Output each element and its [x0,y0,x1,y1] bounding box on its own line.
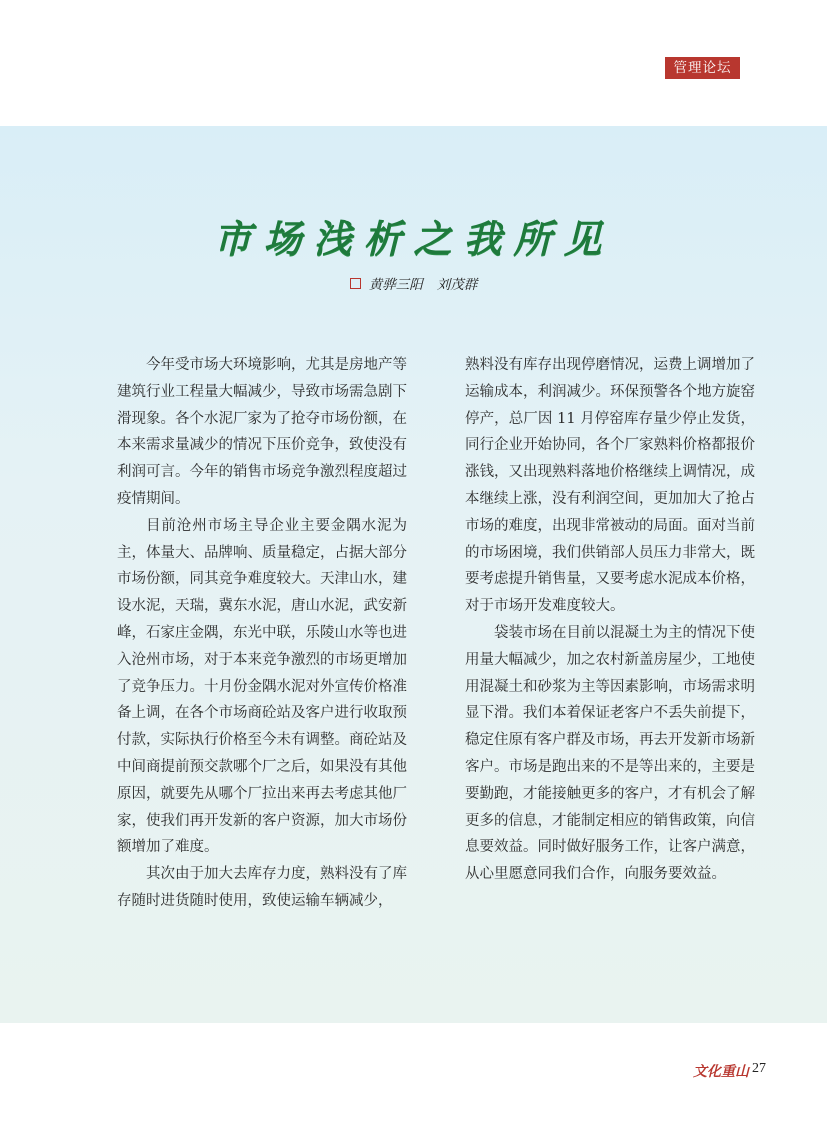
right-column [465,352,755,888]
square-bullet-icon [350,278,361,289]
paragraph: 目前沧州市场主导企业主要金隅水泥为主，体量大、品牌响、质量稳定，占据大部分市场份额，同其竞争难度较大。天津山水，建设水泥，天瑞，冀东水泥，唐山水泥，武安新峰，石家庄金隅，东光中联，乐陵山水等也进入沧州市场，对于本来竞争激烈的市场更增加了竞争压力。十月份金隅水泥对外宣传价格准备上调，在各个市场商砼站及客户进行收取预付款，实际执行价格至今未有调整。商砼站及中间商提前预交款哪个厂之后，如果没有其他原因，就要先从哪个厂拉出来再去考虑其他厂家，使我们再开发新的客户资源，加大市场份额增加了难度。 [117,517,407,856]
paragraph-continued: 熟料没有库存出现停磨情况，运费上调增加了运输成本，利润减少。环保预警各个地方旋窑停产，总厂因 11 月停窑库存量少停止发货，同行企业开始协同，各个厂家熟料价格都报价涨钱，又出现熟料落地价格继续上调情况，成本继续上涨，没有利润空间，更加加大了抢占市场的难度，出现非常被动的局面。面对当前的市场困境，我们供销部人员压力非常大，既要考虑提升销售量，又要考虑水泥成本价格，对于市场开发难度较大。 [465,357,755,615]
left-column [117,352,407,915]
paragraph: 其次由于加大去库存力度，熟料没有了库存随时进货随时使用，致使运输车辆减少， [117,866,407,909]
author-2: 刘茂群 [436,277,478,293]
section-tag: 管理论坛 [665,57,740,79]
author-1: 黄骅三阳 [368,277,423,293]
footer-brand-logo: 文化重山 [693,1064,749,1080]
paragraph: 袋装市场在目前以混凝土为主的情况下使用量大幅减少，加之农村新盖房屋少，工地使用混凝土和砂浆为主等因素影响，市场需求明显下滑。我们本着保证老客户不丢失前提下，稳定住原有客户群及市场，再去开发新市场新客户。市场是跑出来的不是等出来的，主要是要勤跑，才能接触更多的客户，才有机会了解更多的信息，才能制定相应的销售政策，向信息要效益。同时做好服务工作，让客户满意，从心里愿意同我们合作，向服务要效益。 [465,624,755,883]
paragraph: 今年受市场大环境影响，尤其是房地产等建筑行业工程量大幅减少，导致市场需急剧下滑现象。各个水泥厂家为了抢夺市场份额，在本来需求量减少的情况下压价竞争，致使没有利润可言。今年的销售市场竞争激烈程度超过疫情期间。 [117,357,407,507]
page-number: 27 [752,1061,766,1076]
byline [0,273,827,293]
article-title: 市场浅析之我所见 [213,216,614,261]
